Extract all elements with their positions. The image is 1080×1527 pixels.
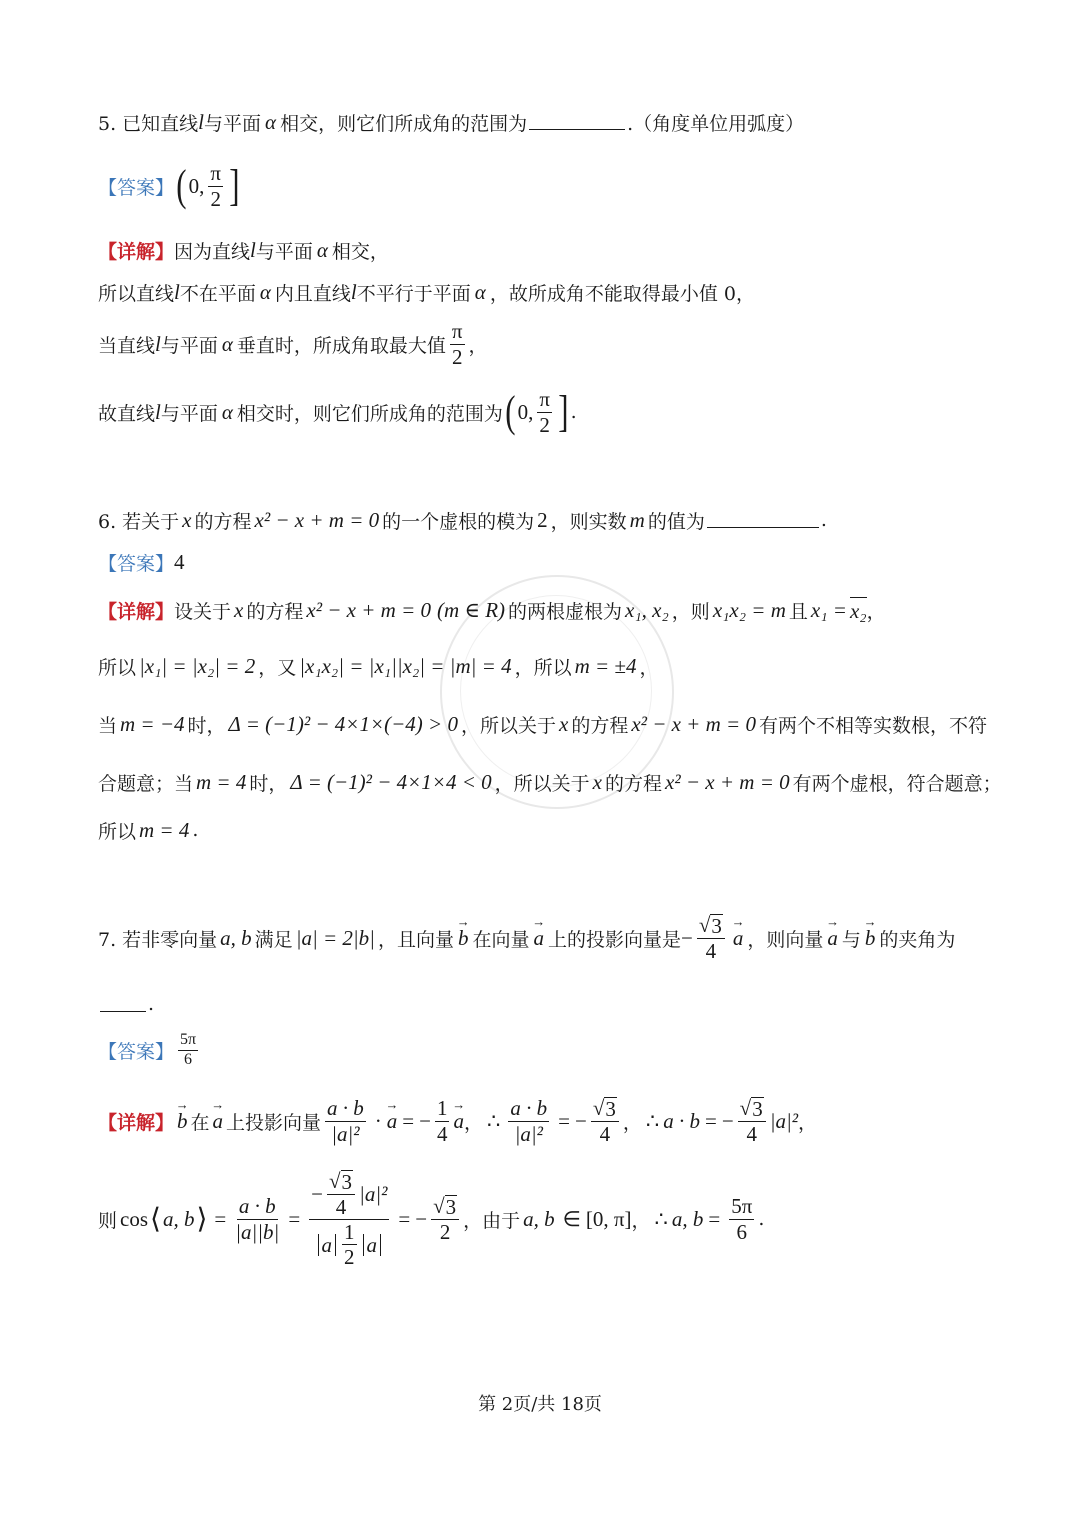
q7-detail-1: 【详解】 → b 在 → a 上投影向量 $\frac{a \cdot b}{\text{|a|²}}$ · → a = − $\frac{1}{4}$ → a ， ∴ $\frac{a \cdot b}{\text{|a|²}}$ = − √ 3 4 ， ∴ a · b = − √ 3 4 |a|² ， [98, 1090, 817, 1152]
vectors-a-b: a, b [220, 925, 252, 950]
q5-detail-3: 当直线 l 与平面 α 垂直时，所成角取最大值 $\frac{\pi}{2}$ ， [98, 319, 488, 369]
detail-tag: 【详解】 [98, 1111, 175, 1134]
q6-detail-5: 所以 m = 4 . [98, 817, 199, 843]
q5-stem-text: .（角度单位用弧度） [627, 112, 805, 135]
q7-answer [98, 1028, 202, 1072]
open-paren: ( [176, 161, 187, 210]
q5-answer [98, 158, 242, 214]
q5-stem-text: 5. 已知直线 [98, 112, 199, 135]
detail-tag: 【详解】 [98, 600, 175, 623]
var-l: l [198, 109, 205, 134]
page-footer: 第 2页/共 18页 [478, 1394, 602, 1415]
q5-stem-text: 相交，则它们所成角的范围为 [280, 112, 528, 135]
answer-value: $\frac{5\pi}{6}$ [180, 1030, 197, 1068]
q6-detail-1: 【详解】 设关于 x 的方程 x² − x + m = 0 (m ∈ R) 的两根虚根为 x₁, x₂ ，则 x₁x₂ = m 且 x₁ = x₂ ， [98, 597, 886, 623]
equation: x² − x + m = 0 [254, 507, 380, 532]
q6-detail-2: 所以 |x₁| = |x₂| = 2 ，又 |x₁x₂| = |x₁||x₂| = |m| = 4 ，所以 m = ±4 ， [98, 653, 659, 679]
answer-tag: 【答案】 [98, 1040, 175, 1063]
q5-stem [98, 102, 804, 142]
q6-stem: 6. 若关于 x 的方程 x² − x + m = 0 的一个虚根的模为 2 ，则实数 m 的值为 . [98, 507, 827, 533]
compound-fraction: − √ 3 4 |a|² a $\frac{1}{2}$ a [311, 1168, 388, 1270]
pi-over-2: $\frac{\pi}{2}$ [539, 387, 550, 437]
proj-fraction: $\frac{a \cdot b}{\text{|a|²}}$ [327, 1096, 364, 1146]
pi-over-2: $\frac{\pi}{2}$ [210, 161, 222, 211]
answer-value: 0, [188, 173, 205, 198]
q7-blank-line: . [98, 984, 154, 1024]
conjugate: x₂ [849, 598, 867, 623]
answer-tag: 【答案】 [98, 176, 175, 199]
q6-detail-3: 当 m = −4 时， Δ = (−1)² − 4×1×(−4) > 0 ，所以关于 x 的方程 x² − x + m = 0 有两个不相等实数根，不符 [98, 711, 987, 737]
answer-blank [100, 1010, 146, 1012]
close-bracket: ] [229, 161, 240, 210]
answer-blank [529, 128, 625, 130]
q5-detail-1: 【详解】 因为直线 l 与平面 α 相交， [98, 237, 389, 263]
pi-over-2: $\frac{\pi}{2}$ [451, 319, 463, 369]
q5-detail-4: 故直线 l 与平面 α 相交时，则它们所成角的范围为 ( 0, $\frac{\pi}{2}$ ] . [98, 387, 577, 437]
var-alpha: α [265, 109, 277, 134]
q7-detail-2: 则 cos ⟨ a, b ⟩ = $\frac{a \cdot b}{|a||b|}$ = − √ 3 4 |a|² a $\frac{1}{2}$ a = − √ 3 2 ，由于 a, b ∈ [0, π] ， ∴ a, b = $\frac{5\pi}{6}$ . [98, 1168, 765, 1270]
q5-detail-2: 所以直线 l 不在平面 α 内且直线 l 不平行于平面 α ，故所成角不能取得最小值 0， [98, 279, 755, 305]
sqrt3-over-4: √ 3 4 [697, 914, 725, 962]
answer-tag: 【答案】 [98, 552, 175, 575]
q7-stem: 7. 若非零向量 a, b 满足 |a| = 2|b| ，且向量 → b 在向量 → a 上的投影向量是 − √ 3 4 → a ，则向量 → a 与 → b 的夹角为 [98, 910, 955, 966]
answer-blank [707, 526, 819, 528]
q5-stem-text: 与平面 [204, 112, 262, 135]
one-over-four: $\frac{1}{4}$ [436, 1096, 448, 1146]
answer-value: 4 [174, 549, 185, 574]
q6-detail-4: 合题意；当 m = 4 时， Δ = (−1)² − 4×1×4 < 0 ，所以关于 x 的方程 x² − x + m = 0 有两个虚根，符合题意； [98, 769, 1002, 795]
detail-tag: 【详解】 [98, 240, 175, 263]
q6-answer [98, 542, 185, 582]
